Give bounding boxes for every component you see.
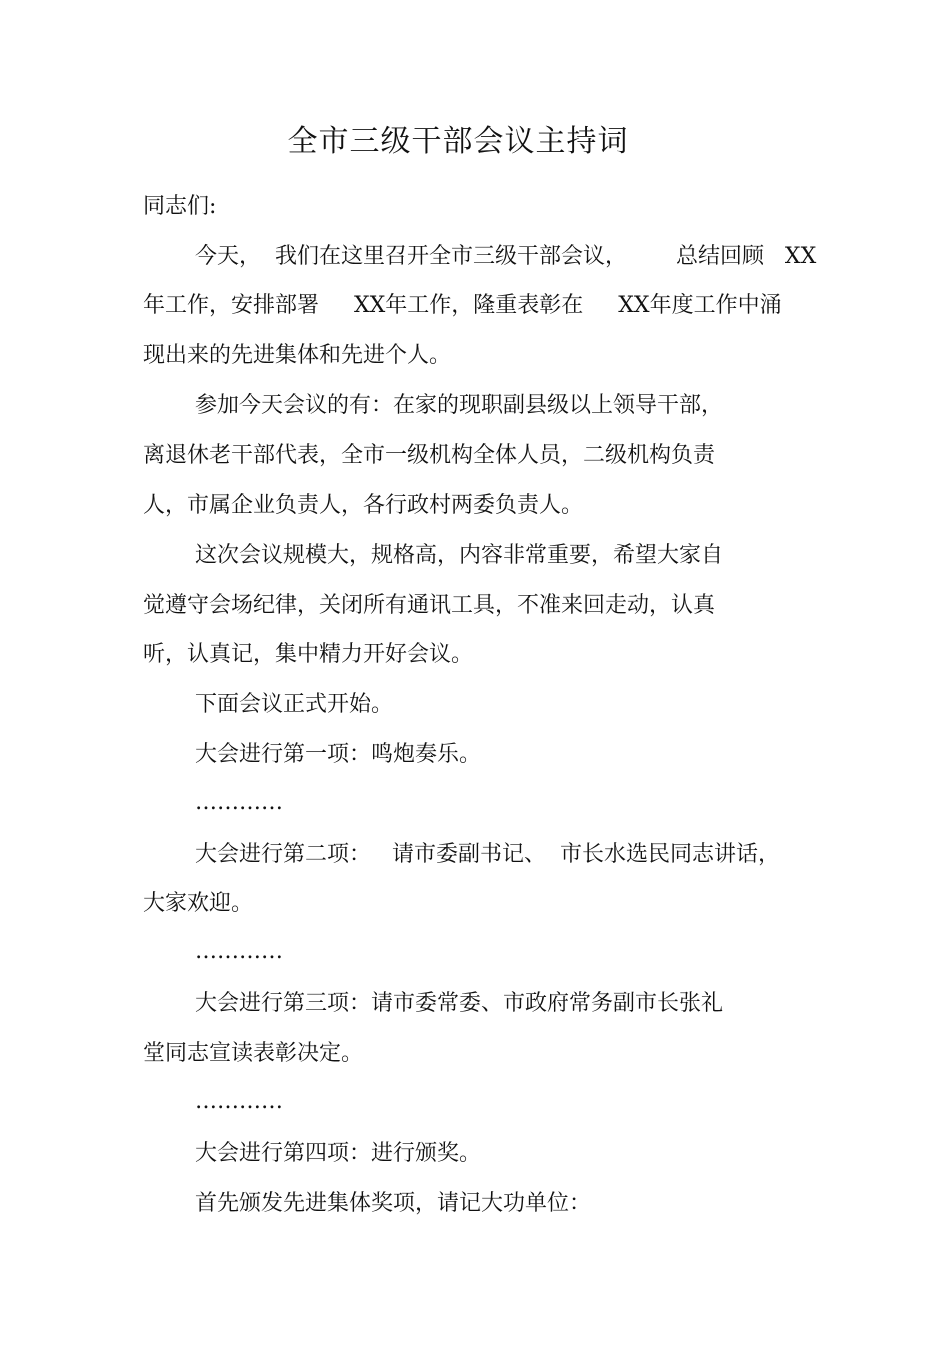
paragraph-line: 今天， 我们在这里召开全市三级干部会议， 总结回顾 XX [195, 244, 817, 269]
agenda-item-4: 大会进行第四项：进行颁奖。 [195, 1141, 482, 1166]
paragraph-line: 首先颁发先进集体奖项，请记大功单位： [195, 1191, 592, 1216]
paragraph-line: 大家欢迎。 [143, 891, 254, 916]
agenda-item-2: 大会进行第二项： 请市委副书记、 市长水选民同志讲话， [195, 842, 780, 867]
paragraph-line: 现出来的先进集体和先进个人。 [143, 343, 452, 368]
paragraph-line: 觉遵守会场纪律，关闭所有通讯工具，不准来回走动，认真 [143, 593, 716, 618]
paragraph-line: 听，认真记，集中精力开好会议。 [143, 642, 474, 667]
ellipsis-line: ………… [195, 790, 283, 815]
paragraph-line: 堂同志宣读表彰决定。 [143, 1041, 364, 1066]
agenda-item-1: 大会进行第一项：鸣炮奏乐。 [195, 742, 482, 767]
paragraph-line: 这次会议规模大，规格高，内容非常重要，希望大家自 [195, 543, 724, 568]
ellipsis-line: ………… [195, 1089, 283, 1114]
ellipsis-line: ………… [195, 939, 283, 964]
document-title: 全市三级干部会议主持词 [287, 124, 629, 159]
paragraph-line: 参加今天会议的有：在家的现职副县级以上领导干部， [195, 393, 724, 418]
paragraph-line: 年工作，安排部署 XX年工作，隆重表彰在 XX年度工作中涌 [143, 293, 782, 318]
salutation: 同志们: [143, 194, 217, 219]
paragraph-line: 人，市属企业负责人，各行政村两委负责人。 [143, 493, 584, 518]
agenda-item-3: 大会进行第三项：请市委常委、市政府常务副市长张礼 [195, 991, 724, 1016]
paragraph-line: 下面会议正式开始。 [195, 692, 394, 717]
paragraph-line: 离退休老干部代表，全市一级机构全体人员，二级机构负责 [143, 443, 716, 468]
